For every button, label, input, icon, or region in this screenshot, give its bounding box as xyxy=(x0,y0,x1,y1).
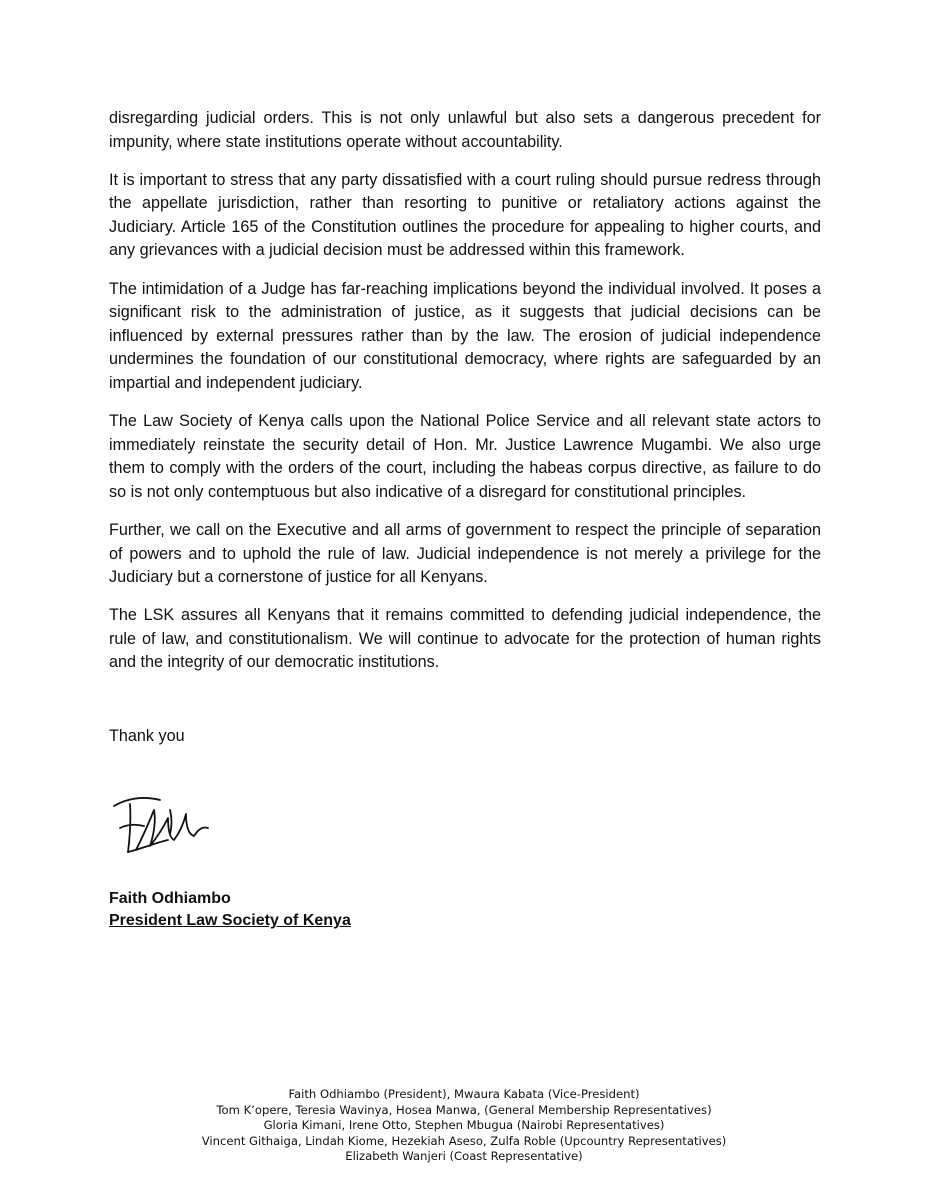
paragraph-6: The LSK assures all Kenyans that it remains committed to defending judicial independence, the rule of law, and constitutionalism. We will continue to advocate for the protection of human rights and the integrity of our democratic institutions. xyxy=(109,606,821,672)
signer-title: President Law Society of Kenya xyxy=(109,912,351,929)
footer-line: Tom K’opere, Teresia Wavinya, Hosea Manwa, (General Membership Representatives) xyxy=(216,1102,712,1117)
paragraph-2: It is important to stress that any party dissatisfied with a court ruling should pursue redress through the appellate jurisdiction, rather than resorting to punitive or retaliatory actions against the Judiciary. Article 165 of the Constitution outlines the procedure for appealing to higher courts, and any grievances with a judicial decision must be addressed within this framework. xyxy=(109,170,821,260)
paragraph-1: disregarding judicial orders. This is not only unlawful but also sets a dangerous precedent for impunity, where state institutions operate without accountability. xyxy=(109,109,821,151)
paragraph-3: The intimidation of a Judge has far-reaching implications beyond the individual involved. It poses a significant risk to the administration of justice, as it suggests that judicial decisions can be influenced by external pressures rather than by the law. The erosion of judicial independence undermines the foundation of our constitutional democracy, where rights are safeguarded by an impartial and independent judiciary. xyxy=(109,279,821,392)
signer-block xyxy=(109,888,351,932)
footer-line: Elizabeth Wanjeri (Coast Representative) xyxy=(345,1149,583,1163)
footer-line: Faith Odhiambo (President), Mwaura Kabata (Vice-President) xyxy=(288,1087,640,1101)
council-members-footer xyxy=(0,1087,928,1165)
signer-name: Faith Odhiambo xyxy=(109,890,231,907)
paragraph-4: The Law Society of Kenya calls upon the National Police Service and all relevant state actors to immediately reinstate the security detail of Hon. Mr. Justice Lawrence Mugambi. We also urge them to comply with the orders of the court, including the habeas corpus directive, as failure to do so is not only contemptuous but also indicative of a disregard for constitutional principles. xyxy=(109,412,821,501)
footer-line: Vincent Githaiga, Lindah Kiome, Hezekiah Aseso, Zulfa Roble (Upcountry Representatives) xyxy=(201,1133,727,1148)
letter-body xyxy=(109,107,821,689)
footer-line: Gloria Kimani, Irene Otto, Stephen Mbugua (Nairobi Representatives) xyxy=(263,1118,665,1132)
closing-remark: Thank you xyxy=(109,727,185,745)
signature-icon xyxy=(110,790,220,870)
paragraph-5: Further, we call on the Executive and all arms of government to respect the principle of separation of powers and to uphold the rule of law. Judicial independence is not merely a privilege for the Judiciary but a cornerstone of justice for all Kenyans. xyxy=(109,520,821,587)
